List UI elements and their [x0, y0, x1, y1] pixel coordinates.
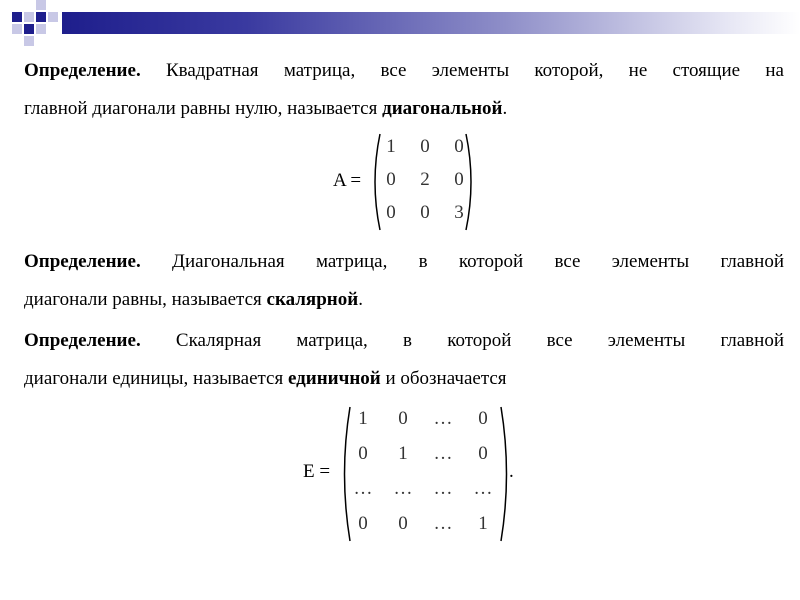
text-span: .	[358, 289, 363, 310]
matrix-e-cell: 0	[478, 443, 488, 464]
header-square	[12, 24, 22, 34]
header-square	[24, 12, 34, 22]
definition-lead: Определение.	[24, 60, 141, 81]
header-gradient-bar	[62, 12, 800, 34]
matrix-e-suffix: .	[509, 461, 514, 482]
term-bold: диагональной	[382, 98, 503, 119]
matrix-e-cell: 0	[358, 443, 368, 464]
matrix-e-cell: 1	[478, 513, 488, 534]
matrix-a-cell: 0	[454, 136, 464, 157]
text-line	[24, 52, 784, 90]
text-span: Диагональная матрица, в которой все элементы главной	[140, 251, 784, 272]
matrix-a-cell: 0	[386, 202, 396, 223]
matrix-e-cell: 1	[398, 443, 408, 464]
matrix-e-cell: …	[433, 478, 453, 499]
header-square	[24, 24, 34, 34]
header-square	[12, 12, 22, 22]
text-line	[24, 322, 784, 360]
matrix-a-cell: 0	[386, 169, 396, 190]
matrix-e-cell: 0	[358, 513, 368, 534]
matrix-a-label: A =	[333, 170, 362, 191]
matrix-a-cell: 0	[454, 169, 464, 190]
definition-lead: Определение.	[24, 251, 141, 272]
matrix-e-label: E =	[303, 461, 331, 482]
matrix-e-cell: 0	[398, 408, 408, 429]
definition-identity	[24, 322, 784, 398]
matrix-a-cell: 3	[454, 202, 464, 223]
matrix-e-cell: …	[433, 443, 453, 464]
term-bold: единичной	[287, 368, 381, 389]
definition-lead: Определение.	[24, 330, 141, 351]
matrix-e-cell: 0	[478, 408, 488, 429]
matrix-a-cell: 2	[420, 169, 430, 190]
matrix-e-cell: …	[433, 513, 453, 534]
text-span: .	[502, 98, 508, 119]
text-line	[24, 90, 784, 128]
text-span: Квадратная матрица, все элементы которой, не стоящие на	[140, 60, 784, 81]
text-line	[24, 243, 784, 281]
matrix-e-cell: 1	[358, 408, 368, 429]
header-square	[36, 24, 46, 34]
text-span: главной диагонали равны нулю, называется	[24, 98, 383, 119]
text-line	[24, 360, 784, 398]
matrix-e-cell: …	[473, 478, 493, 499]
text-span: диагонали единицы, называется	[24, 368, 288, 389]
matrix-a-cell: 0	[420, 136, 430, 157]
matrix-e-cell: …	[353, 478, 373, 499]
definition-scalar	[24, 243, 784, 319]
matrix-e-cell: …	[433, 408, 453, 429]
definition-diagonal	[24, 52, 784, 128]
text-span: и обозначается	[380, 368, 507, 389]
text-line	[24, 281, 784, 319]
matrix-e-cell: …	[393, 478, 413, 499]
text-span: диагонали равны, называется	[24, 289, 267, 310]
header-square	[48, 12, 58, 22]
term-bold: скалярной	[266, 289, 359, 310]
text-span: Скалярная матрица, в которой все элементы главной	[140, 330, 784, 351]
header-square	[24, 36, 34, 46]
matrix-a-cell: 1	[386, 136, 396, 157]
header-square	[36, 12, 46, 22]
header-square	[36, 0, 46, 10]
matrix-a-cell: 0	[420, 202, 430, 223]
matrix-e-cell: 0	[398, 513, 408, 534]
